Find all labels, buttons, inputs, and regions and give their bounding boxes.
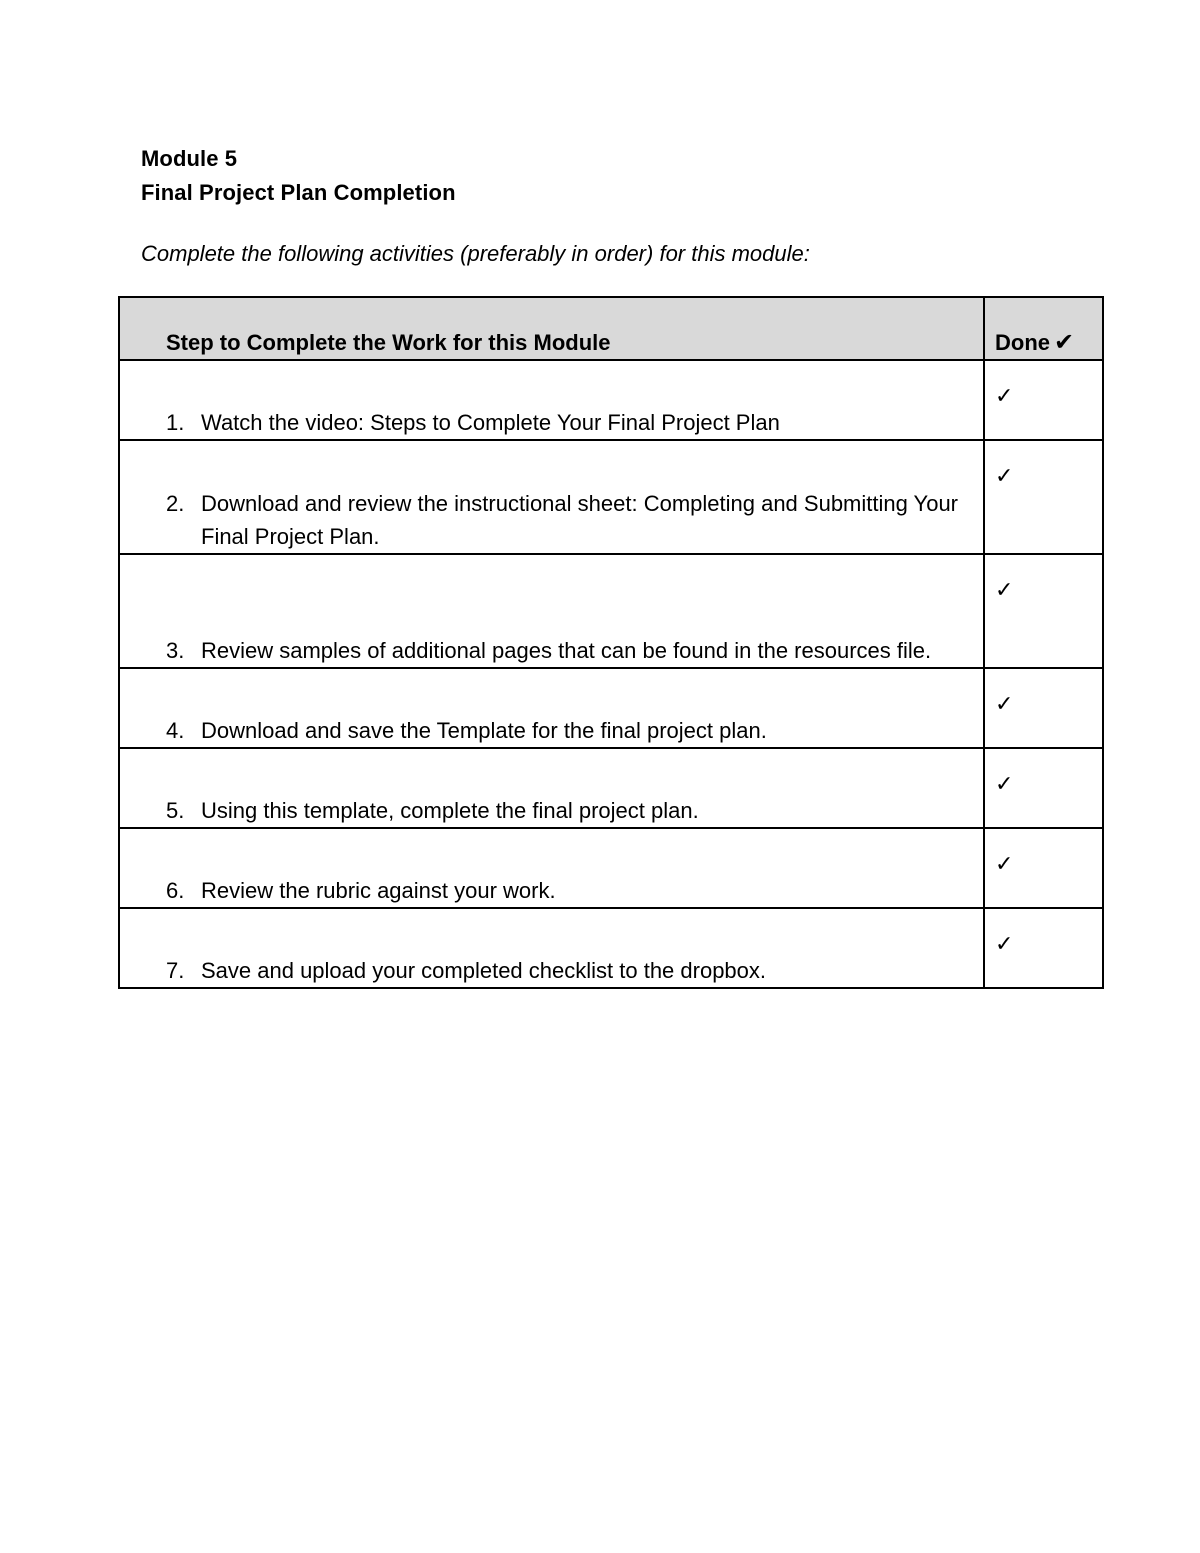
step-number: 6. [166,878,185,903]
step-number: 3. [166,638,185,663]
step-text: Download and save the Template for the final project plan. [201,718,767,743]
done-cell [984,360,1103,440]
done-cell [984,908,1103,988]
step-text: Review samples of additional pages that can be found in the resources file. [201,638,932,663]
step-number: 1. [166,410,185,435]
table-header-row [119,297,1103,360]
checklist-table [118,296,1104,989]
done-cell [984,440,1103,554]
step-number: 7. [166,958,185,983]
checkmark-icon: ✓ [995,851,1014,876]
step-cell [119,668,984,748]
done-cell [984,748,1103,828]
step-column-header: Step to Complete the Work for this Module [119,297,984,360]
table-row [119,828,1103,908]
checkmark-icon: ✓ [995,383,1014,408]
step-text: Save and upload your completed checklist to the dropbox. [201,958,767,983]
step-text: Review the rubric against your work. [201,878,556,903]
checkmark-icon: ✓ [995,771,1014,796]
step-text: Watch the video: Steps to Complete Your Final Project Plan [201,410,780,435]
done-column-header [984,297,1103,360]
done-cell [984,668,1103,748]
done-cell [984,554,1103,668]
table-row [119,748,1103,828]
checkmark-icon: ✓ [995,691,1014,716]
table-row [119,668,1103,748]
step-cell [119,748,984,828]
checkmark-icon: ✓ [995,577,1014,602]
step-cell [119,554,984,668]
step-number: 4. [166,718,185,743]
done-cell [984,828,1103,908]
checkmark-icon: ✓ [995,931,1014,956]
intro-text: Complete the following activities (preferably in order) for this module: [141,241,810,266]
step-cell [119,360,984,440]
done-header-label: Done [995,330,1050,355]
table-row [119,360,1103,440]
step-number: 5. [166,798,185,823]
module-label: Module 5 [141,146,238,171]
step-cell [119,828,984,908]
table-row [119,440,1103,554]
step-number: 2. [166,491,185,516]
checkmark-icon: ✓ [995,463,1014,488]
step-cell [119,908,984,988]
step-cell [119,440,984,554]
step-text: Using this template, complete the final project plan. [201,798,699,823]
table-row [119,554,1103,668]
document-title: Final Project Plan Completion [141,180,456,205]
table-row [119,908,1103,988]
checkmark-icon: ✔ [1054,329,1075,356]
step-text: Download and review the instructional sheet: Completing and Submitting Your Final Project Plan. [201,491,959,549]
